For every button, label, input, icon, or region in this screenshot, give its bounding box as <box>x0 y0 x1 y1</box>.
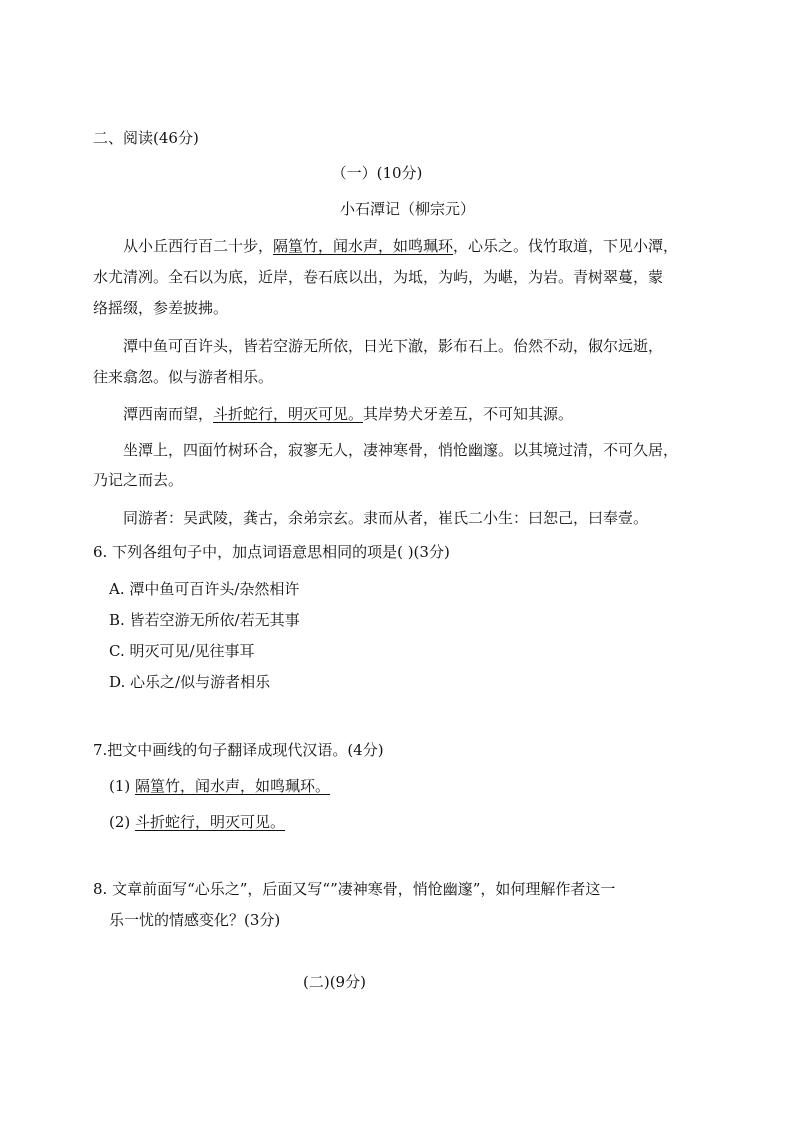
section-title: 二、阅读(46分) <box>93 129 199 147</box>
question-8-stem-line1: 8. 文章前面写“心乐之”，后面又写“”凄神寒骨，悄怆幽邃”，如何理解作者这一 <box>93 880 616 898</box>
question-8-stem-line2: 乐一忧的情感变化？(3分) <box>109 911 281 929</box>
question-6-option-b: B. 皆若空游无所依/若无其事 <box>109 611 300 629</box>
p3-text-b: 其岸势犬牙差互，不可知其源。 <box>363 405 574 423</box>
item-text: 斗折蛇行，明灭可见。 <box>135 813 286 831</box>
passage-p1-line1 <box>123 236 678 256</box>
question-7-item-2 <box>109 812 285 832</box>
question-7-stem: 7.把文中画线的句子翻译成现代汉语。(4分) <box>93 741 384 759</box>
underlined-sentence-1: 隔篁竹，闻水声，如鸣珮环 <box>273 237 454 255</box>
passage-p4-line1: 坐潭上，四面竹树环合，寂寥无人，凄神寒骨，悄怆幽邃。以其境过清，不可久居， <box>123 441 679 459</box>
question-7-item-1 <box>109 776 330 796</box>
item-text: 隔篁竹，闻水声，如鸣珮环。 <box>135 777 331 795</box>
question-6-stem: 6. 下列各组句子中，加点词语意思相同的项是( )(3分) <box>93 543 450 561</box>
item-number: (1) <box>109 777 131 795</box>
passage-p4-line2: 乃记之而去。 <box>93 471 184 489</box>
passage-p2-line2: 往来翕忽。似与游者相乐。 <box>93 368 274 386</box>
passage-p3 <box>123 404 573 424</box>
passage-p1-line3: 络摇缀，参差披拂。 <box>93 299 229 317</box>
item-number: (2) <box>109 813 131 831</box>
p1-text-b: ，心乐之。伐竹取道，下见小潭， <box>453 237 679 255</box>
p1-text-a: 从小丘西行百二十步， <box>123 237 274 255</box>
passage-title: 小石潭记（柳宗元） <box>340 200 476 218</box>
passage-p5: 同游者：吴武陵，龚古，余弟宗玄。隶而从者，崔氏二小生：曰恕己，曰奉壹。 <box>123 509 649 527</box>
underlined-sentence-2: 斗折蛇行，明灭可见。 <box>213 405 364 423</box>
question-6-option-c: C. 明灭可见/见往事耳 <box>109 642 255 660</box>
passage-p2-line1: 潭中鱼可百许头，皆若空游无所依，日光下澈，影布石上。佁然不动，俶尔远逝， <box>123 337 664 355</box>
question-6-option-a: A. 潭中鱼可百许头/杂然相许 <box>109 580 300 598</box>
question-6-option-d: D. 心乐之/似与游者相乐 <box>109 673 271 691</box>
passage-p1-line2: 水尤清冽。全石以为底，近岸，卷石底以出，为坻，为屿，为嵁，为岩。青树翠蔓，蒙 <box>93 268 664 286</box>
p3-text-a: 潭西南而望， <box>123 405 214 423</box>
part2-heading: (二)(9分) <box>303 973 366 991</box>
part1-heading: （一）(10分) <box>331 164 423 182</box>
